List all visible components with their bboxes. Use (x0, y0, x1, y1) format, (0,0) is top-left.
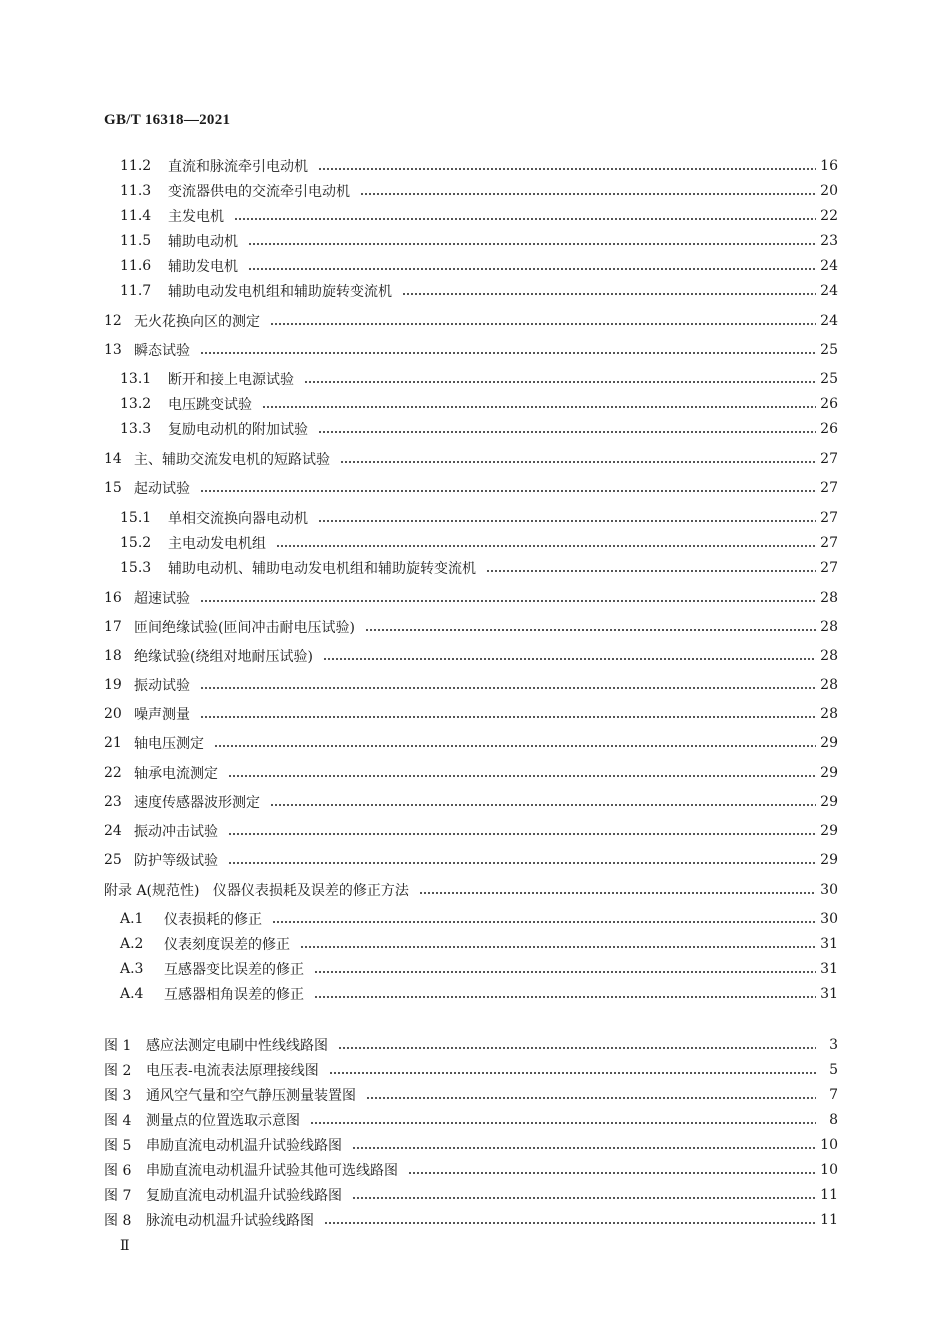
toc-page: 31 (820, 961, 838, 977)
figure-page: 7 (829, 1087, 838, 1103)
figure-entry-2[interactable] (104, 1059, 838, 1081)
dot-leader (338, 1047, 816, 1049)
figure-title: 测量点的位置选取示意图 (146, 1113, 300, 1129)
toc-entry-annex-a[interactable] (104, 879, 838, 901)
toc-entry-18[interactable] (104, 645, 838, 667)
toc-entry-13[interactable] (104, 339, 838, 361)
toc-page: 29 (820, 823, 838, 839)
figure-page: 3 (829, 1037, 838, 1053)
figure-title: 串励直流电动机温升试验线路图 (146, 1138, 342, 1154)
toc-title: 变流器供电的交流牵引电动机 (168, 184, 350, 200)
dot-leader (272, 921, 816, 923)
toc-title: 轴承电流测定 (134, 766, 218, 782)
toc-page: 27 (820, 535, 838, 551)
figure-number: 图 7 (104, 1188, 132, 1204)
toc-title: 主、辅助交流发电机的短路试验 (134, 452, 330, 468)
figure-number: 图 4 (104, 1113, 132, 1129)
toc-number: 11.7 (120, 283, 152, 299)
figure-title: 感应法测定电刷中性线线路图 (146, 1038, 328, 1054)
toc-number: 15.2 (120, 535, 152, 551)
toc-title: 辅助电动发电机组和辅助旋转变流机 (168, 284, 392, 300)
toc-title: 辅助发电机 (168, 259, 238, 275)
figure-page: 8 (829, 1112, 838, 1128)
dot-leader (270, 804, 816, 806)
toc-entry-13-1[interactable] (120, 368, 838, 390)
toc-page: 16 (820, 158, 838, 174)
toc-page: 20 (820, 183, 838, 199)
toc-page: 23 (820, 233, 838, 249)
standard-code-header: GB/T 16318—2021 (104, 112, 231, 128)
figure-number: 图 2 (104, 1063, 132, 1079)
toc-page: 29 (820, 852, 838, 868)
toc-entry-16[interactable] (104, 587, 838, 609)
dot-leader (408, 1172, 816, 1174)
figure-number: 图 8 (104, 1213, 132, 1229)
toc-title: 振动冲击试验 (134, 824, 218, 840)
toc-title: 速度传感器波形测定 (134, 795, 260, 811)
dot-leader (366, 1097, 816, 1099)
toc-title: 互感器变比误差的修正 (164, 962, 304, 978)
toc-entry-20[interactable] (104, 703, 838, 725)
toc-number: A.4 (120, 986, 144, 1002)
toc-page: 22 (820, 208, 838, 224)
dot-leader (248, 268, 816, 270)
dot-leader (323, 658, 816, 660)
dot-leader (365, 629, 816, 631)
figure-entry-8[interactable] (104, 1209, 838, 1231)
toc-title: 互感器相角误差的修正 (164, 987, 304, 1003)
dot-leader (228, 862, 816, 864)
dot-leader (314, 971, 816, 973)
toc-page: 28 (820, 677, 838, 693)
figure-page: 10 (820, 1162, 838, 1178)
toc-title: 附录 A(规范性) 仪器仪表损耗及误差的修正方法 (104, 883, 409, 899)
toc-number: 18 (104, 648, 122, 664)
dot-leader (200, 490, 816, 492)
dot-leader (228, 833, 816, 835)
figure-number: 图 3 (104, 1088, 132, 1104)
toc-entry-24[interactable] (104, 820, 838, 842)
toc-number: 15.1 (120, 510, 152, 526)
toc-page: 28 (820, 706, 838, 722)
toc-number: 12 (104, 313, 122, 329)
figure-title: 串励直流电动机温升试验其他可选线路图 (146, 1163, 398, 1179)
toc-number: A.2 (120, 936, 144, 952)
toc-number: 25 (104, 852, 122, 868)
toc-page: 29 (820, 794, 838, 810)
dot-leader (304, 381, 816, 383)
toc-page: 24 (820, 258, 838, 274)
toc-title: 起动试验 (134, 481, 190, 497)
toc-title: 电压跳变试验 (168, 397, 252, 413)
toc-entry-11-3[interactable] (120, 180, 838, 202)
dot-leader (200, 600, 816, 602)
toc-title: 单相交流换向器电动机 (168, 511, 308, 527)
toc-page: 25 (820, 371, 838, 387)
toc-title: 仪表损耗的修正 (164, 912, 262, 928)
toc-title: 瞬态试验 (134, 343, 190, 359)
figure-title: 电压表-电流表法原理接线图 (146, 1063, 319, 1079)
figure-number: 图 1 (104, 1038, 132, 1054)
toc-number: 15.3 (120, 560, 152, 576)
toc-number: 11.4 (120, 208, 152, 224)
dot-leader (248, 243, 816, 245)
toc-entry-11-7[interactable] (120, 280, 838, 302)
toc-number: 16 (104, 590, 122, 606)
toc-page: 24 (820, 313, 838, 329)
toc-page: 30 (820, 882, 838, 898)
dot-leader (276, 545, 816, 547)
dot-leader (270, 323, 816, 325)
toc-title: 仪表刻度误差的修正 (164, 937, 290, 953)
toc-page: 28 (820, 619, 838, 635)
toc-title: 绝缘试验(绕组对地耐压试验) (134, 649, 313, 665)
toc-title: 主电动发电机组 (168, 536, 266, 552)
toc-entry-15-1[interactable] (120, 507, 838, 529)
dot-leader (200, 352, 816, 354)
toc-title: 辅助电动机、辅助电动发电机组和辅助旋转变流机 (168, 561, 476, 577)
dot-leader (352, 1197, 816, 1199)
page-number: Ⅱ (120, 1239, 130, 1254)
figure-title: 脉流电动机温升试验线路图 (146, 1213, 314, 1229)
toc-entry-19[interactable] (104, 674, 838, 696)
toc-page: 26 (820, 421, 838, 437)
figure-title: 复励直流电动机温升试验线路图 (146, 1188, 342, 1204)
toc-entry-a-2[interactable] (120, 933, 838, 955)
toc-entry-a-1[interactable] (120, 908, 838, 930)
toc-number: 11.6 (120, 258, 152, 274)
dot-leader (402, 293, 816, 295)
toc-entry-11-2[interactable] (120, 155, 838, 177)
dot-leader (340, 461, 816, 463)
dot-leader (318, 168, 816, 170)
figure-page: 5 (829, 1062, 838, 1078)
toc-title: 断开和接上电源试验 (168, 372, 294, 388)
toc-entry-a-3[interactable] (120, 958, 838, 980)
toc-page: 24 (820, 283, 838, 299)
figure-entry-5[interactable] (104, 1134, 838, 1156)
toc-number: 13 (104, 342, 122, 358)
figure-entry-7[interactable] (104, 1184, 838, 1206)
toc-entry-a-4[interactable] (120, 983, 838, 1005)
dot-leader (300, 946, 816, 948)
toc-page: 31 (820, 986, 838, 1002)
dot-leader (419, 892, 816, 894)
dot-leader (486, 570, 816, 572)
dot-leader (314, 996, 816, 998)
toc-page: 27 (820, 510, 838, 526)
dot-leader (200, 716, 816, 718)
toc-page: 30 (820, 911, 838, 927)
toc-number: 15 (104, 480, 122, 496)
figure-number: 图 6 (104, 1163, 132, 1179)
toc-entry-13-3[interactable] (120, 418, 838, 440)
dot-leader (352, 1147, 816, 1149)
toc-number: 11.2 (120, 158, 152, 174)
toc-title: 轴电压测定 (134, 736, 204, 752)
toc-page: 28 (820, 648, 838, 664)
toc-entry-11-6[interactable] (120, 255, 838, 277)
toc-page: 26 (820, 396, 838, 412)
toc-entry-11-5[interactable] (120, 230, 838, 252)
toc-page: 31 (820, 936, 838, 952)
toc-entry-14[interactable] (104, 448, 838, 470)
figure-entry-6[interactable] (104, 1159, 838, 1181)
toc-entry-11-4[interactable] (120, 205, 838, 227)
dot-leader (228, 775, 816, 777)
toc-title: 直流和脉流牵引电动机 (168, 159, 308, 175)
toc-title: 振动试验 (134, 678, 190, 694)
figure-entry-4[interactable] (104, 1109, 838, 1131)
toc-page: 28 (820, 590, 838, 606)
toc-page: 29 (820, 765, 838, 781)
dot-leader (262, 406, 816, 408)
toc-number: 13.2 (120, 396, 152, 412)
toc-number: 17 (104, 619, 122, 635)
toc-number: 20 (104, 706, 122, 722)
toc-title: 匝间绝缘试验(匝间冲击耐电压试验) (134, 620, 355, 636)
dot-leader (310, 1122, 816, 1124)
toc-title: 超速试验 (134, 591, 190, 607)
toc-page: 25 (820, 342, 838, 358)
toc-title: 辅助电动机 (168, 234, 238, 250)
toc-page: 29 (820, 735, 838, 751)
toc-number: 22 (104, 765, 122, 781)
toc-page: 27 (820, 480, 838, 496)
dot-leader (214, 745, 816, 747)
figure-page: 11 (820, 1187, 838, 1203)
toc-entry-12[interactable] (104, 310, 838, 332)
toc-title: 防护等级试验 (134, 853, 218, 869)
toc-number: 21 (104, 735, 122, 751)
toc-entry-22[interactable] (104, 762, 838, 784)
toc-entry-21[interactable] (104, 732, 838, 754)
toc-entry-15-2[interactable] (120, 532, 838, 554)
toc-number: 14 (104, 451, 122, 467)
toc-title: 噪声测量 (134, 707, 190, 723)
dot-leader (234, 218, 816, 220)
toc-number: 11.5 (120, 233, 152, 249)
toc-entry-15-3[interactable] (120, 557, 838, 579)
toc-number: 23 (104, 794, 122, 810)
toc-number: 13.1 (120, 371, 152, 387)
dot-leader (318, 520, 816, 522)
toc-number: A.3 (120, 961, 144, 977)
dot-leader (329, 1072, 816, 1074)
figure-entry-3[interactable] (104, 1084, 838, 1106)
toc-entry-15[interactable] (104, 477, 838, 499)
toc-entry-17[interactable] (104, 616, 838, 638)
dot-leader (360, 193, 816, 195)
toc-title: 主发电机 (168, 209, 224, 225)
figure-title: 通风空气量和空气静压测量装置图 (146, 1088, 356, 1104)
toc-entry-23[interactable] (104, 791, 838, 813)
dot-leader (318, 431, 816, 433)
toc-number: A.1 (120, 911, 144, 927)
figure-number: 图 5 (104, 1138, 132, 1154)
toc-title: 无火花换向区的测定 (134, 314, 260, 330)
toc-entry-25[interactable] (104, 849, 838, 871)
toc-entry-13-2[interactable] (120, 393, 838, 415)
toc-page: 27 (820, 451, 838, 467)
figure-entry-1[interactable] (104, 1034, 838, 1056)
toc-number: 24 (104, 823, 122, 839)
toc-number: 11.3 (120, 183, 152, 199)
toc-number: 19 (104, 677, 122, 693)
figure-page: 11 (820, 1212, 838, 1228)
toc-number: 13.3 (120, 421, 152, 437)
toc-page: 27 (820, 560, 838, 576)
dot-leader (200, 687, 816, 689)
toc-title: 复励电动机的附加试验 (168, 422, 308, 438)
dot-leader (324, 1222, 816, 1224)
figure-page: 10 (820, 1137, 838, 1153)
